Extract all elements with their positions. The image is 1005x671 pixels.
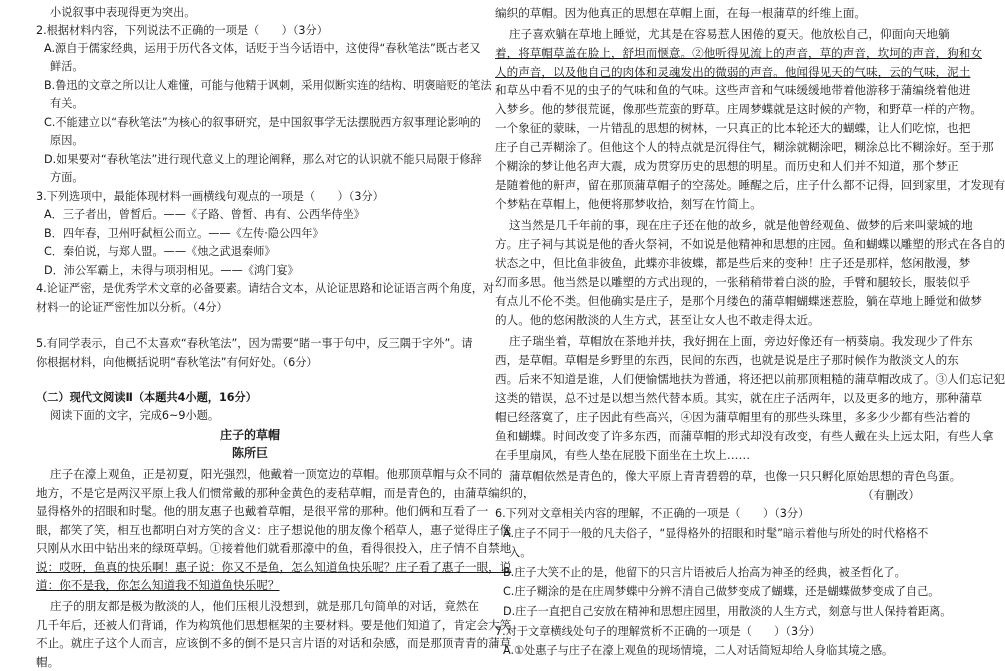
left-text-line: 方面。 (50, 171, 84, 184)
right-text-line: 在手里扇风，有些人垫在屁股下面坐在土坎上…… (495, 448, 751, 462)
right-text-line: 7.对于文章横线处句子的理解赏析不正确的一项是（ ）（3分） (495, 625, 821, 638)
left-text-line: 原因。 (50, 134, 84, 147)
right-text-line: 个糊涂的梦让他名声大震，成为贯穿历史的思想的明星。而历史和人们并不知道，那个梦正 (495, 159, 959, 173)
left-text-line: D．沛公军霸上，未得与项羽相见。——《鸿门宴》 (44, 264, 299, 277)
right-text-line: A.庄子不同于一般的凡夫俗子，“显得格外的招眼和时髦”暗示着他与所处的时代格格不 (503, 527, 929, 540)
left-text-line: 鲜活。 (50, 60, 84, 73)
right-text-line: 个梦粘在草帽上，他便将那梦收拾，刻写在竹简上。 (495, 197, 762, 211)
right-text-line: （有删改） (862, 488, 920, 502)
left-text-line: 材料一的论证严密性加以分析。（4分） (36, 301, 228, 314)
right-text-line: C.庄子糊涂的是在庄周梦蝶中分辨不清自己做梦变成了蝴蝶，还是蝴蝶做梦变成了自己。 (503, 585, 940, 598)
left-text-line: 庄子的朋友都是极为散淡的人，他们压根儿没想到，就是那几句简单的对话，竟然在 (50, 599, 479, 613)
right-text-line: 幻而多思。他当然是以雕塑的方式出现的，一张稍稍带着白淡的脸，手臂和腿较长，服装似乎 (495, 275, 971, 289)
right-text-line: 入梦乡。他的梦很荒诞，像那些荒蛮的野草。庄周梦蝶就是这时候的产物，和野草一样的产物。 (495, 102, 982, 116)
left-text-line: 你根据材料，向他概括说明“春秋笔法”有何好处。（6分） (36, 356, 318, 369)
right-text-line: 有点儿不伦不类。但他确实是庄子，是那个月缕色的蒲草帽蝴蝶迷惹脸，躺在草地上睡觉和做梦 (495, 294, 982, 308)
left-text-line: A.源自于儒家经典，运用于历代各文体，话贬于当今话语中，这使得“春秋笔法”既古老又 (44, 42, 481, 55)
right-text-line: 和草丛中看不见的虫子的气味和鱼的气味。这些声音和气味缓缓地带着他游移于蒲编绕着他进 (495, 83, 971, 97)
right-text-line: 方。庄子祠与其说是他的香火祭祠，不如说是他精神和思想的庄园。鱼和蝴蝶以雕塑的形式在各自的 (495, 237, 1005, 251)
left-text-line: 显得格外的招眼和时髦。他的朋友惠子也戴着草帽，是很平常的那种。他们俩和互看了一 (36, 504, 489, 518)
left-text-line: B．四年春，卫州吁弑桓公而立。——《左传·隐公四年》 (44, 227, 324, 240)
right-text-line: 蒲草帽依然是青色的，像大平原上青青碧碧的草，也像一只只孵化原始思想的青色鸟蛋。 (509, 469, 962, 483)
left-text-line: 不止。就庄子这个人而言，应该倒不多的倒不是只言片语的对话和杂感，而是那顶青青的蒲草 (36, 636, 512, 650)
left-text-line: 小说叙事中表现得更为突出。 (50, 6, 196, 19)
right-text-line: 着，将草帽草盖在脸上，舒坦而惬意。②他听得见流上的声音，草的声音，坎坷的声音，狗和女 (495, 46, 982, 60)
right-text-line: B.庄子大笑不止的是，他留下的只言片语被后人抬高为神圣的经典，被圣哲化了。 (503, 566, 906, 579)
left-text-line: （二）现代文阅读Ⅱ（本题共4小题，16分） (36, 391, 257, 404)
right-text-line: 编织的草帽。因为他真正的思想在草帽上面，在每一根蒲草的纤维上面。 (495, 6, 867, 20)
left-text-line: 3.下列选项中，最能体现材料一画横线句观点的一项是（ ）（3分） (36, 190, 384, 203)
left-text-line: 说：哎呀，鱼真的快乐啊！惠子说：你又不是鱼，怎么知道鱼快乐呢？庄子看了惠子一眼，说 (36, 560, 512, 574)
left-text-line: 帽。 (36, 655, 60, 669)
right-text-line: 6.下列对文章相关内容的理解，不正确的一项是（ ）（3分） (495, 507, 810, 520)
right-text-line: 这类的错误，总不过是以想当然代替本质。其实，就在庄子活两年，以及更多的地方，那种蒲草 (495, 391, 982, 405)
right-text-line: 鱼和蝴蝶。时间改变了许多东西，而蒲草帽的形式却没有改变，有些人戴在头上远太阳，有些人拿 (495, 429, 994, 443)
right-text-line: 西。后来不知道是谁，人们便愉懦地扶为普通，将还把以前那顶粗糙的蒲草帽改成了。③人们忘记犯 (495, 372, 1005, 386)
left-text-line: B.鲁迅的文章之所以让人难懂，可能与他精于讽刺，采用似断实连的结构、明褒暗贬的笔法 (44, 79, 492, 92)
right-text-line: 是随着他的鼾声，留在那顶蒲草帽子的空荡处。睡醒之后，庄子什么都不记得，回到家里，才发现有 (495, 178, 1005, 192)
right-text-line: 西，是草帽。草帽是乡野里的东西，民间的东西，也就是说是庄子那时候作为散淡文人的东 (495, 353, 959, 367)
left-text-line: 只刚从水田中钻出来的绿斑草蚂。①接着他们就看那濠中的鱼，看得很投入，庄子情不自禁地 (36, 541, 512, 555)
left-text-line: 2.根据材料内容，下列说法不正确的一项是（ ）（3分） (36, 24, 328, 37)
left-text-line: 道：你不是我，你怎么知道我不知道鱼快乐呢？ (36, 578, 280, 592)
left-text-line: 5.有同学表示，自己不太喜欢“春秋笔法”，因为需要“睹一事于句中，反三隅于字外”。请 (36, 337, 473, 350)
right-text-line: 庄子瑞坐着，草帽放在茶地并扶，我好拥在上面，旁边好像还有一柄葵扇。我发现少了件东 (509, 334, 973, 348)
right-text-line: 入。 (509, 546, 532, 559)
left-text-line: 庄子的草帽 (219, 428, 280, 442)
right-text-line: 帽已经落寞了，庄子因此有些高兴，④因为蒲草帽里有的那些头珠里，多多少少都有些沾着的 (495, 410, 971, 424)
left-text-line: 眼，都笑了笑，相互也都明白对方笑的含义：庄子想说他的朋友像个稻草人，惠子觉得庄子像 (36, 523, 512, 537)
right-text-line: 人的声音，以及他自己的肉体和灵魂发出的微弱的声音。他闻得见天的气味，云的气味，泥土 (495, 65, 971, 79)
left-text-line: 陈所巨 (231, 446, 268, 460)
left-text-line: C．秦伯说，与郑人盟。——《烛之武退秦师》 (44, 245, 276, 258)
left-text-line: 阅读下面的文字，完成6~9小题。 (50, 409, 220, 422)
left-text-line: A．三子者出，曾皙后。——《子路、曾皙、冉有、公西华侍坐》 (44, 208, 365, 221)
right-text-line: A.①处惠子与庄子在濠上观鱼的现场情境，二人对话简短却给人身临其境之感。 (503, 644, 894, 657)
left-text-line: 庄子在濠上观鱼，正是初夏，阳光强烈，他戴着一顶宽边的草帽。他那顶草帽与众不同的 (50, 467, 503, 481)
right-text-line: D.庄子一直把自己安放在精神和思想庄园里，用散淡的人生方式，刻意与世人保持着距离。 (503, 605, 952, 618)
left-text-line: 有关。 (50, 97, 84, 110)
left-text-line: C.不能建立以“春秋笔法”为核心的叙事研究，是中国叙事学无法摆脱西方叙事理论影响的 (44, 116, 481, 129)
right-text-line: 庄子喜欢躺在草地上睡觉，尤其是在容易惹人困倦的夏天。他放松自己，仰面向天地躺 (509, 27, 950, 41)
right-text-line: 庄子自己弄糊涂了。但他这个人的特点就是沉得住气，糊涂就糊涂吧，糊涂总比不糊涂好。至于那 (495, 140, 994, 154)
left-text-line: 地方，不是它是两汉平原上我人们惯常戴的那种金黄色的麦秸草帽，而是青色的，由蒲草编织的， (36, 486, 535, 500)
left-text-line: 几千年后，还被人们背诵，作为构筑他们思想框架的主要材料。要是他们知道了，肯定会大笑 (36, 618, 512, 632)
right-text-line: 这当然是几千年前的事，现在庄子还在他的故乡，就是他曾经观鱼、做梦的后来叫蒙城的地 (509, 218, 973, 232)
right-text-line: 状态之中，但比鱼非彼鱼，此蝶亦非彼蝶，都是些后来的变种！庄子还是那样，悠闲散漫，梦 (495, 256, 971, 270)
right-text-line: 的人。他的悠闲散淡的人生方式，甚至让女人也不敢走得太近。 (495, 313, 820, 327)
left-text-line: D.如果要对“春秋笔法”进行现代意义上的理论阐释，那么对它的认识就不能只局限于修辞 (44, 153, 482, 166)
right-text-line: 一个象征的蒙昧，一片错乱的思想的树林，一只真正的比本轮还大的蝴蝶，让人们吃惊，也把 (495, 121, 971, 135)
left-text-line: 4.论证严密，是优秀学术文章的必备要素。请结合文本，从论证思路和论证语言两个角度，对 (36, 282, 495, 295)
